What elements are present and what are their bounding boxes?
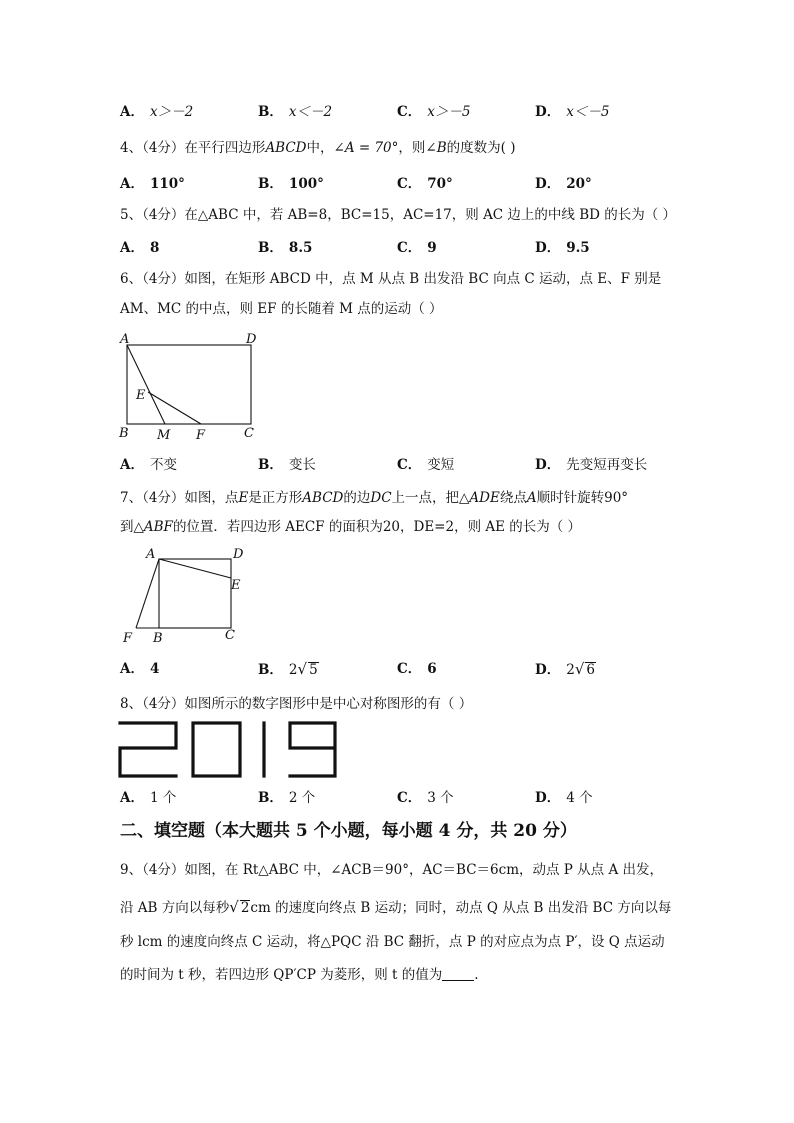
q7-label-f: F xyxy=(123,631,133,646)
q8-option-d[interactable]: D． 4 个 xyxy=(535,790,593,806)
q6-stem-line1: 6、（4分）如图，在矩形 ABCD 中，点 M 从点 B 出发沿 BC 向点 C 运动，点 E、F 别是 xyxy=(120,271,662,287)
q8-digit-0 xyxy=(193,723,240,776)
q7-option-c[interactable]: C． 6 xyxy=(397,661,437,677)
q8-digit-9 xyxy=(290,723,335,776)
q6-segment-ef xyxy=(148,392,201,424)
q9-stem-line4: 的时间为 t 秒，若四边形 QP′CP 为菱形，则 t 的值为 . xyxy=(120,967,479,983)
q5-option-d[interactable]: D． 9.5 xyxy=(535,240,590,256)
q6-label-c: C xyxy=(244,426,254,441)
q7-label-c: C xyxy=(225,628,235,643)
q6-option-a[interactable]: A． 不变 xyxy=(120,457,177,473)
q3-option-a[interactable]: A． x＞－2 xyxy=(120,104,194,120)
q9-stem-line2: 沿 AB 方向以每秒√ 2cm 的速度向终点 B 运动；同时，动点 Q 从点 B 出发沿 BC 方向以每 xyxy=(120,898,672,916)
q6-label-a: A xyxy=(120,332,130,347)
q7-option-a[interactable]: A． 4 xyxy=(120,661,160,677)
q7-square-abcd xyxy=(159,559,231,628)
q3-option-d[interactable]: D． x＜－5 xyxy=(535,104,610,120)
q7-option-d[interactable]: D． 2√ 6 xyxy=(535,660,595,678)
q8-options xyxy=(0,789,794,807)
q6-option-b[interactable]: B． 变长 xyxy=(258,457,316,473)
q7-segment-ae xyxy=(159,559,231,578)
q8-digit-figure xyxy=(120,723,335,776)
q5-option-c[interactable]: C． 9 xyxy=(397,240,437,256)
q9-stem-line1: 9、（4分）如图，在 Rt△ABC 中，∠ACB＝90°，AC＝BC＝6cm，动点 P 从点 A 出发， xyxy=(120,862,663,878)
q9-answer-blank[interactable] xyxy=(442,966,474,981)
q7-option-b[interactable]: B． 2√ 5 xyxy=(258,660,318,678)
q3-option-c[interactable]: C． x＞－5 xyxy=(397,104,471,120)
q6-options xyxy=(0,456,794,474)
q6-label-e: E xyxy=(136,388,146,403)
q7-segment-af xyxy=(136,559,159,628)
q6-option-d[interactable]: D． 先变短再变长 xyxy=(535,457,648,473)
q6-label-f: F xyxy=(196,428,206,443)
q9-stem-line3: 秒 lcm 的速度向终点 C 运动，将△PQC 沿 BC 翻折，点 P 的对应点为点 P′，设 Q 点运动 xyxy=(120,934,665,950)
q6-label-m: M xyxy=(157,428,171,443)
q6-stem-line2: AM、MC 的中点，则 EF 的长随着 M 点的运动（ ） xyxy=(120,301,443,317)
q5-option-a[interactable]: A． 8 xyxy=(120,240,160,256)
q4-stem: 4、（4分）在平行四边形ABCD中，∠A = 70°，则∠B的度数为( ) xyxy=(120,140,516,156)
q8-stem: 8、（4分）如图所示的数字图形中是中心对称图形的有（ ） xyxy=(120,696,473,712)
q6-label-b: B xyxy=(119,426,129,441)
q6-option-c[interactable]: C． 变短 xyxy=(397,457,455,473)
q4-option-a[interactable]: A． 110° xyxy=(120,176,185,192)
q7-label-d: D xyxy=(233,547,244,562)
q4-option-c[interactable]: C． 70° xyxy=(397,176,453,192)
q8-option-b[interactable]: B． 2 个 xyxy=(258,790,316,806)
q5-option-b[interactable]: B． 8.5 xyxy=(258,240,313,256)
q3-option-b[interactable]: B． x＜－2 xyxy=(258,104,333,120)
q6-label-d: D xyxy=(246,332,257,347)
q7-square-figure xyxy=(136,559,231,628)
q4-option-d[interactable]: D． 20° xyxy=(535,176,592,192)
q7-stem-line1: 7、（4分）如图，点E是正方形ABCD的边DC上一点，把△ADE绕点A顺时针旋转90° xyxy=(120,490,629,506)
q6-figure-lines xyxy=(127,345,251,424)
q4-option-b[interactable]: B． 100° xyxy=(258,176,324,192)
q8-option-c[interactable]: C． 3 个 xyxy=(397,790,454,806)
q7-options xyxy=(0,660,794,678)
q7-label-b: B xyxy=(153,631,163,646)
q7-stem-line2: 到△ABF的位置．若四边形 AECF 的面积为20，DE=2，则 AE 的长为（ ） xyxy=(120,519,582,535)
q6-segment-am xyxy=(127,345,165,424)
q5-stem: 5、（4分）在△ABC 中，若 AB=8，BC=15，AC=17，则 AC 边上的中线 BD 的长为（ ） xyxy=(120,207,677,223)
q8-option-a[interactable]: A． 1 个 xyxy=(120,790,177,806)
q8-digit-2 xyxy=(120,723,176,776)
q7-label-e: E xyxy=(231,578,241,593)
section-heading-fill-in: 二、填空题（本大题共 5 个小题，每小题 4 分，共 20 分） xyxy=(120,821,577,841)
q7-label-a: A xyxy=(146,547,156,562)
